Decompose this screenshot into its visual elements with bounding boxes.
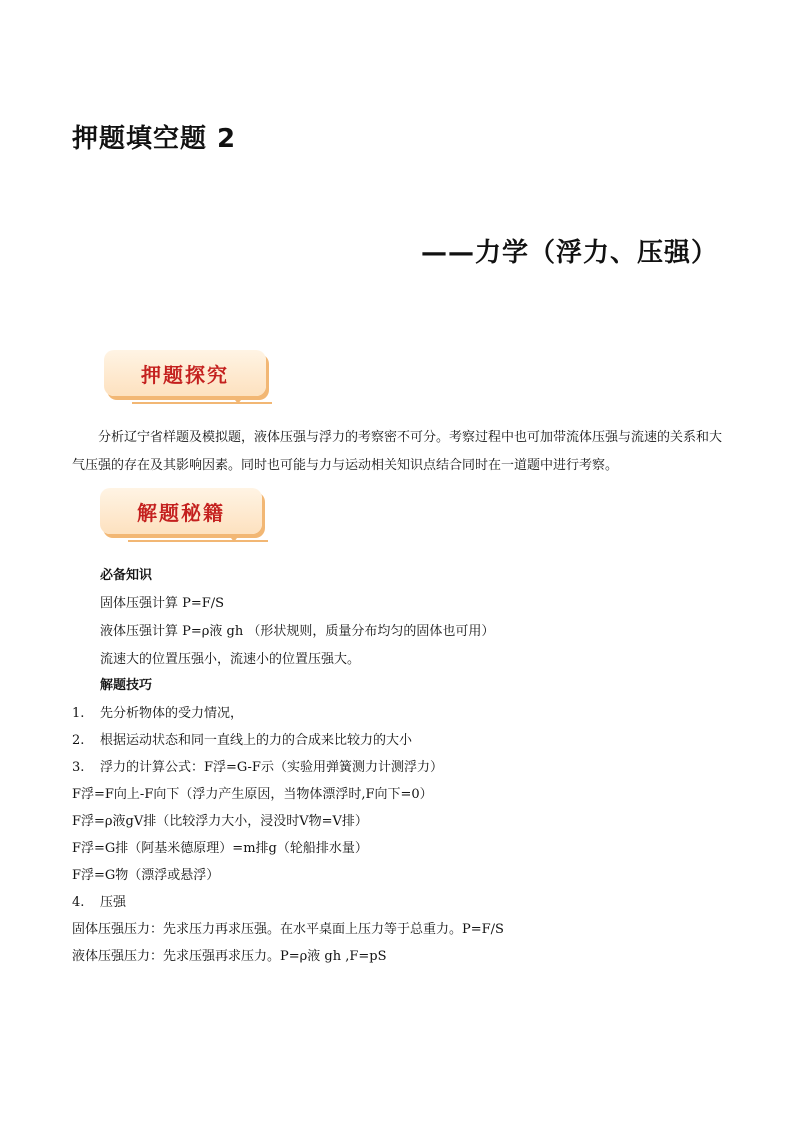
formula-line: F浮=G排（阿基米德原理）=m排g（轮船排水量） <box>72 841 368 856</box>
list-number: 3. <box>72 760 85 775</box>
list-number: 4. <box>72 895 85 910</box>
knowledge-line: 液体压强计算 P=ρ液 gh （形状规则，质量分布均匀的固体也可用） <box>100 624 495 639</box>
list-item <box>72 893 126 913</box>
section-tag-explore <box>104 350 274 410</box>
formula-line: F浮=F向上-F向下（浮力产生原因，当物体漂浮时,F向下=0） <box>72 787 433 802</box>
list-item <box>72 731 412 751</box>
formula-line: F浮=G物（漂浮或悬浮） <box>72 868 220 883</box>
page-title: 押题填空题 2 <box>72 124 237 154</box>
tag-underline <box>132 402 272 404</box>
list-text: 根据运动状态和同一直线上的力的合成来比较力的大小 <box>100 733 413 748</box>
section-tag-tips <box>100 488 270 548</box>
tag-pointer <box>228 534 240 542</box>
section-tag-label: 押题探究 <box>104 350 266 396</box>
list-number: 1. <box>72 706 85 721</box>
knowledge-heading: 必备知识 <box>100 568 153 583</box>
list-number: 2. <box>72 733 85 748</box>
list-text: 浮力的计算公式：F浮=G-F示（实验用弹簧测力计测浮力） <box>100 760 443 775</box>
pressure-line: 液体压强压力：先求压强再求压力。P=ρ液 gh ,F=pS <box>72 949 387 964</box>
list-item <box>72 758 443 778</box>
tag-underline <box>128 540 268 542</box>
skills-heading: 解题技巧 <box>100 678 153 693</box>
list-item <box>72 704 243 724</box>
intro-paragraph: 分析辽宁省样题及模拟题，液体压强与浮力的考察密不可分。考察过程中也可加带流体压强与流速的关系和大气压强的存在及其影响因素。同时也可能与力与运动相关知识点结合同时在一道题中进行考察。 <box>72 430 723 473</box>
page-subtitle: ——力学（浮力、压强） <box>420 238 718 268</box>
formula-line: F浮=ρ液gV排（比较浮力大小，浸没时V物=V排） <box>72 814 368 829</box>
pressure-line: 固体压强压力：先求压力再求压强。在水平桌面上压力等于总重力。P=F/S <box>72 922 504 937</box>
list-text: 先分析物体的受力情况， <box>100 706 244 721</box>
section-tag-label: 解题秘籍 <box>100 488 262 534</box>
list-text: 压强 <box>100 895 127 910</box>
knowledge-line: 固体压强计算 P=F/S <box>100 596 225 611</box>
knowledge-line: 流速大的位置压强小，流速小的位置压强大。 <box>100 652 361 667</box>
tag-pointer <box>232 396 244 404</box>
